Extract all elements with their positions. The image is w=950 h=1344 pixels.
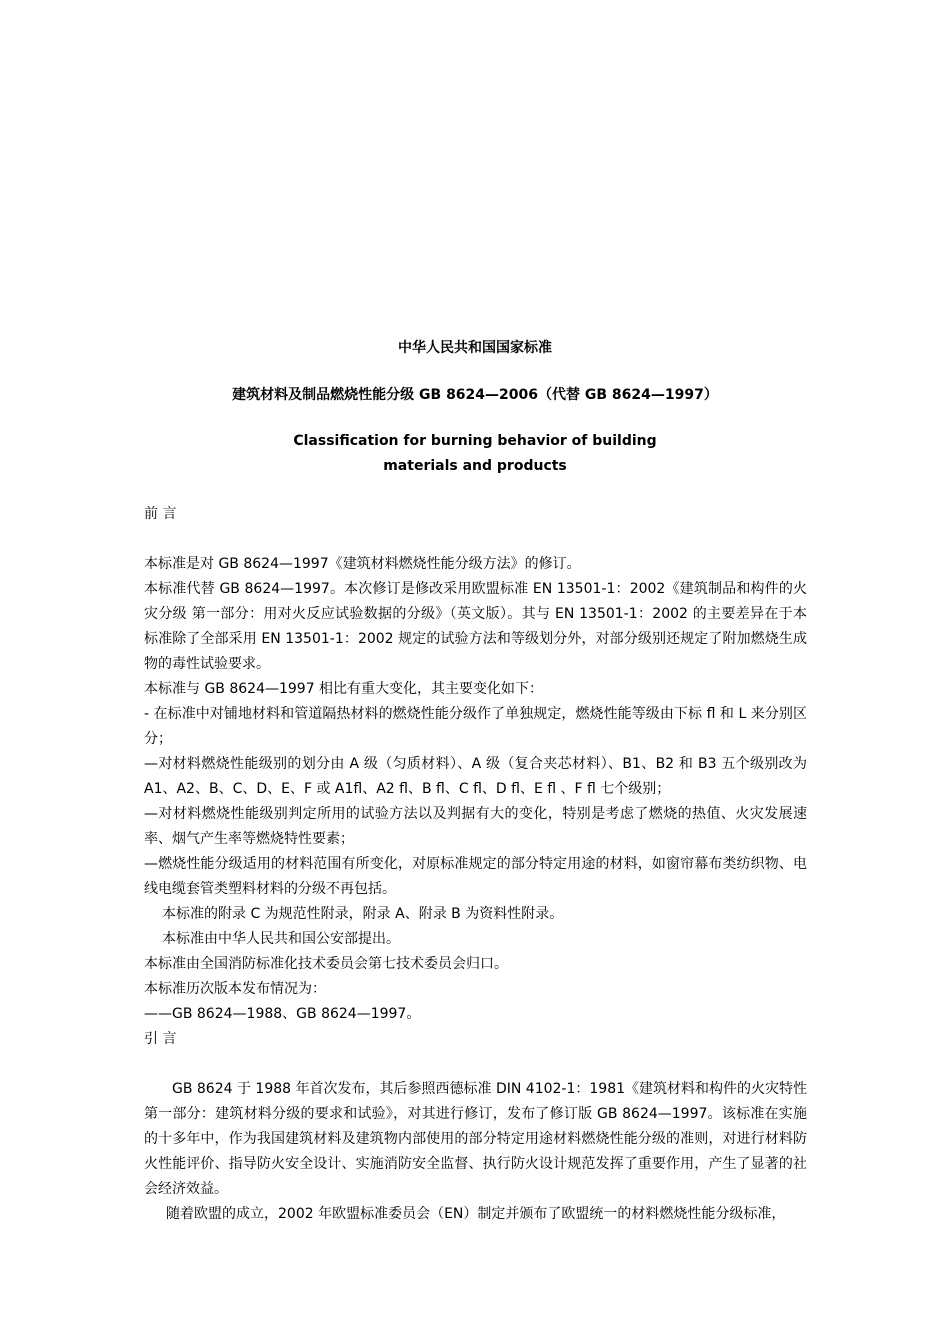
spacer	[144, 527, 807, 552]
foreword-paragraph: ——GB 8624—1988、GB 8624—1997。	[144, 1006, 421, 1022]
introduction-heading: 引 言	[144, 1031, 177, 1047]
introduction-paragraph: GB 8624 于 1988 年首次发布，其后参照西德标准 DIN 4102-1：1981《建筑材料和构件的火灾特性 第一部分：建筑材料分级的要求和试验》，对其进行修订，发布了修订版 GB 8624—1997。该标准在实施的十多年中，作为我国建筑材料及建筑物内部使用的部分特定用途材料燃烧性能分级的准则，对进行材料防火性能评价、指导防火安全设计、实施消防安全监督、执行防火设计规范发挥了重要作用，产生了显著的社会经济效益。	[144, 1081, 808, 1197]
foreword-heading: 前 言	[144, 506, 177, 522]
foreword-paragraph: 本标准代替 GB 8624—1997。本次修订是修改采用欧盟标准 EN 13501-1：2002《建筑制品和构件的火灾分级 第一部分：用对火反应试验数据的分级》（英文版）。其与 EN 13501-1：2002 的主要差异在于本标准除了全部采用 EN 13501-1：2002 规定的试验方法和等级划分外，对部分级别还规定了附加燃烧生成物的毒性试验要求。	[144, 581, 807, 672]
spacer	[144, 1052, 807, 1077]
foreword-list-item: —对材料燃烧性能级别判定所用的试验方法以及判据有大的变化，特别是考虑了燃烧的热值、火灾发展速率、烟气产生率等燃烧特性要素；	[144, 806, 807, 847]
foreword-paragraph: 本标准是对 GB 8624—1997《建筑材料燃烧性能分级方法》的修订。	[144, 556, 581, 572]
introduction-paragraph: 随着欧盟的成立，2002 年欧盟标准委员会（EN）制定并颁布了欧盟统一的材料燃烧性能分级标准，	[166, 1206, 786, 1222]
foreword-list-item: —对材料燃烧性能级别的划分由 A 级（匀质材料）、A 级（复合夹芯材料）、B1、B2 和 B3 五个级别改为 A1、A2、B、C、D、E、F 或 A1fl、A2 fl、B fl、C fl、D fl、E fl 、F fl 七个级别；	[144, 756, 807, 797]
standard-name-number: 建筑材料及制品燃烧性能分级 GB 8624—2006（代替 GB 8624—1997）	[232, 387, 718, 403]
foreword-paragraph: 本标准由中华人民共和国公安部提出。	[162, 931, 400, 947]
english-title-line-2: materials and products	[383, 458, 567, 474]
document-body	[144, 502, 807, 1227]
foreword-list-item: —燃烧性能分级适用的材料范围有所变化，对原标准规定的部分特定用途的材料，如窗帘幕布类纺织物、电线电缆套管类塑料材料的分级不再包括。	[144, 856, 807, 897]
foreword-paragraph: 本标准的附录 C 为规范性附录，附录 A、附录 B 为资料性附录。	[162, 906, 564, 922]
english-title-line-1: Classification for burning behavior of building	[293, 433, 657, 449]
english-title	[0, 429, 950, 479]
foreword-paragraph: 本标准由全国消防标准化技术委员会第七技术委员会归口。	[144, 956, 508, 972]
foreword-list-item: - 在标准中对铺地材料和管道隔热材料的燃烧性能分级作了单独规定，燃烧性能等级由下标 fl 和 L 来分别区分；	[144, 706, 807, 747]
foreword-paragraph: 本标准与 GB 8624—1997 相比有重大变化，其主要变化如下：	[144, 681, 544, 697]
standard-title: 中华人民共和国国家标准	[398, 340, 552, 356]
foreword-paragraph: 本标准历次版本发布情况为：	[144, 981, 326, 997]
